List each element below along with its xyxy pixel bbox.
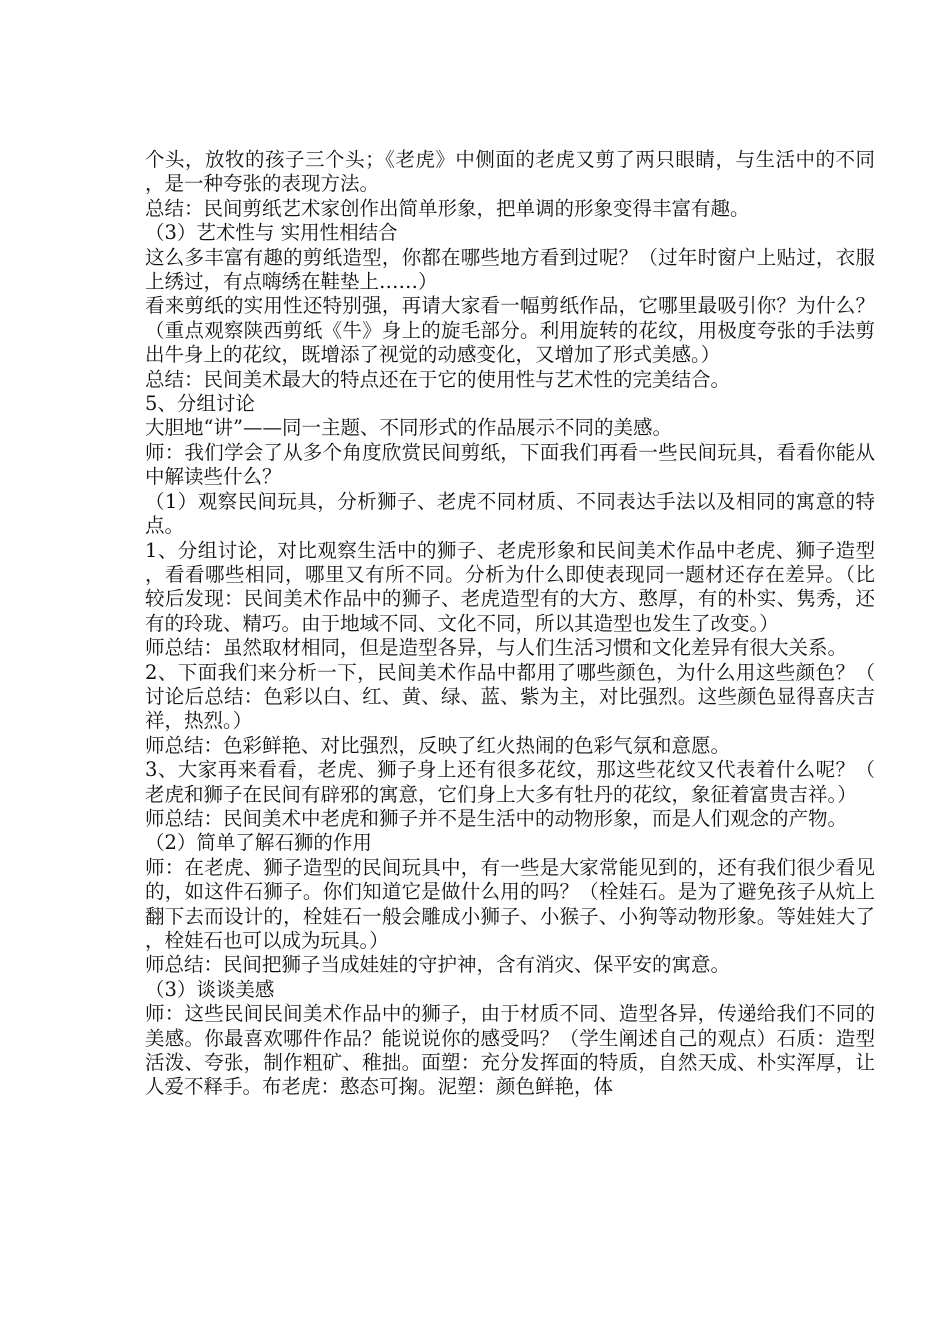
section-heading: 5、分组讨论 xyxy=(145,392,255,416)
paragraph: 个头，放牧的孩子三个头；《老虎》中侧面的老虎又剪了两只眼睛，与生活中的不同，是一种夸张的表现方法。 xyxy=(145,148,875,196)
section-heading: （2）简单了解石狮的作用 xyxy=(145,831,372,855)
paragraph: （1）观察民间玩具，分析狮子、老虎不同材质、不同表达手法以及相同的寓意的特点。 xyxy=(145,489,875,538)
document-page xyxy=(145,148,875,1100)
section-heading: （3）谈谈美感 xyxy=(145,977,275,1001)
paragraph: 师：我们学会了从多个角度欣赏民间剪纸，下面我们再看一些民间玩具，看看你能从中解读些什么？ xyxy=(145,440,875,489)
paragraph: 师总结：民间把狮子当成娃娃的守护神，含有消灾、保平安的寓意。 xyxy=(145,953,731,977)
paragraph: 看来剪纸的实用性还特别强，再请大家看一幅剪纸作品，它哪里最吸引你？为什么？（重点观察陕西剪纸《牛》身上的旋毛部分。利用旋转的花纹，用极度夸张的手法剪出牛身上的花纹，既增添了视觉的动感变化，又增加了形式美感。） xyxy=(145,294,875,367)
paragraph: 总结：民间剪纸艺术家创作出简单形象，把单调的形象变得丰富有趣。 xyxy=(145,196,750,220)
paragraph: 3、大家再来看看，老虎、狮子身上还有很多花纹，那这些花纹又代表着什么呢？（老虎和狮子在民间有辟邪的寓意，它们身上大多有牡丹的花纹，象征着富贵吉祥。） xyxy=(145,758,875,806)
paragraph: 师总结：色彩鲜艳、对比强烈，反映了红火热闹的色彩气氛和意愿。 xyxy=(145,733,731,757)
paragraph: 师总结：虽然取材相同，但是造型各异，与人们生活习惯和文化差异有很大关系。 xyxy=(145,636,848,660)
paragraph: 总结：民间美术最大的特点还在于它的使用性与艺术性的完美结合。 xyxy=(145,367,731,391)
paragraph: 1、分组讨论，对比观察生活中的狮子、老虎形象和民间美术作品中老虎、狮子造型，看看哪些相同，哪里又有所不同。分析为什么即使表现同一题材还存在差异。（比较后发现：民间美术作品中的狮子、老虎造型有的大方、憨厚，有的朴实、隽秀，还有的玲珑、精巧。由于地域不同、文化不同，所以其造型也发生了改变。） xyxy=(145,538,875,635)
paragraph: 这么多丰富有趣的剪纸造型，你都在哪些地方看到过呢？（过年时窗户上贴过，衣服上绣过，有点嗨绣在鞋垫上……） xyxy=(145,245,875,294)
paragraph: 师：这些民间民间美术作品中的狮子，由于材质不同、造型各异，传递给我们不同的美感。你最喜欢哪件作品？能说说你的感受吗？（学生阐述自己的观点）石质：造型活泼、夸张，制作粗矿、稚拙。面塑：充分发挥面的特质，自然天成、朴实浑厚，让人爱不释手。布老虎：憨态可掬。泥塑：颜色鲜艳，体 xyxy=(145,1002,875,1099)
section-heading: （3）艺术性与 实用性相结合 xyxy=(145,221,398,245)
paragraph: 师：在老虎、狮子造型的民间玩具中，有一些是大家常能见到的，还有我们很少看见的，如这件石狮子。你们知道它是做什么用的吗？（栓娃石。是为了避免孩子从炕上翻下去而设计的，栓娃石一般会雕成小狮子、小猴子、小狗等动物形象。等娃娃大了，栓娃石也可以成为玩具。） xyxy=(145,855,875,952)
paragraph: 师总结：民间美术中老虎和狮子并不是生活中的动物形象，而是人们观念的产物。 xyxy=(145,806,848,830)
paragraph: 大胆地“讲”——同一主题、不同形式的作品展示不同的美感。 xyxy=(145,416,672,440)
paragraph: 2、下面我们来分析一下，民间美术作品中都用了哪些颜色，为什么用这些颜色？（讨论后总结：色彩以白、红、黄、绿、蓝、紫为主，对比强烈。这些颜色显得喜庆吉祥，热烈。） xyxy=(145,660,875,733)
